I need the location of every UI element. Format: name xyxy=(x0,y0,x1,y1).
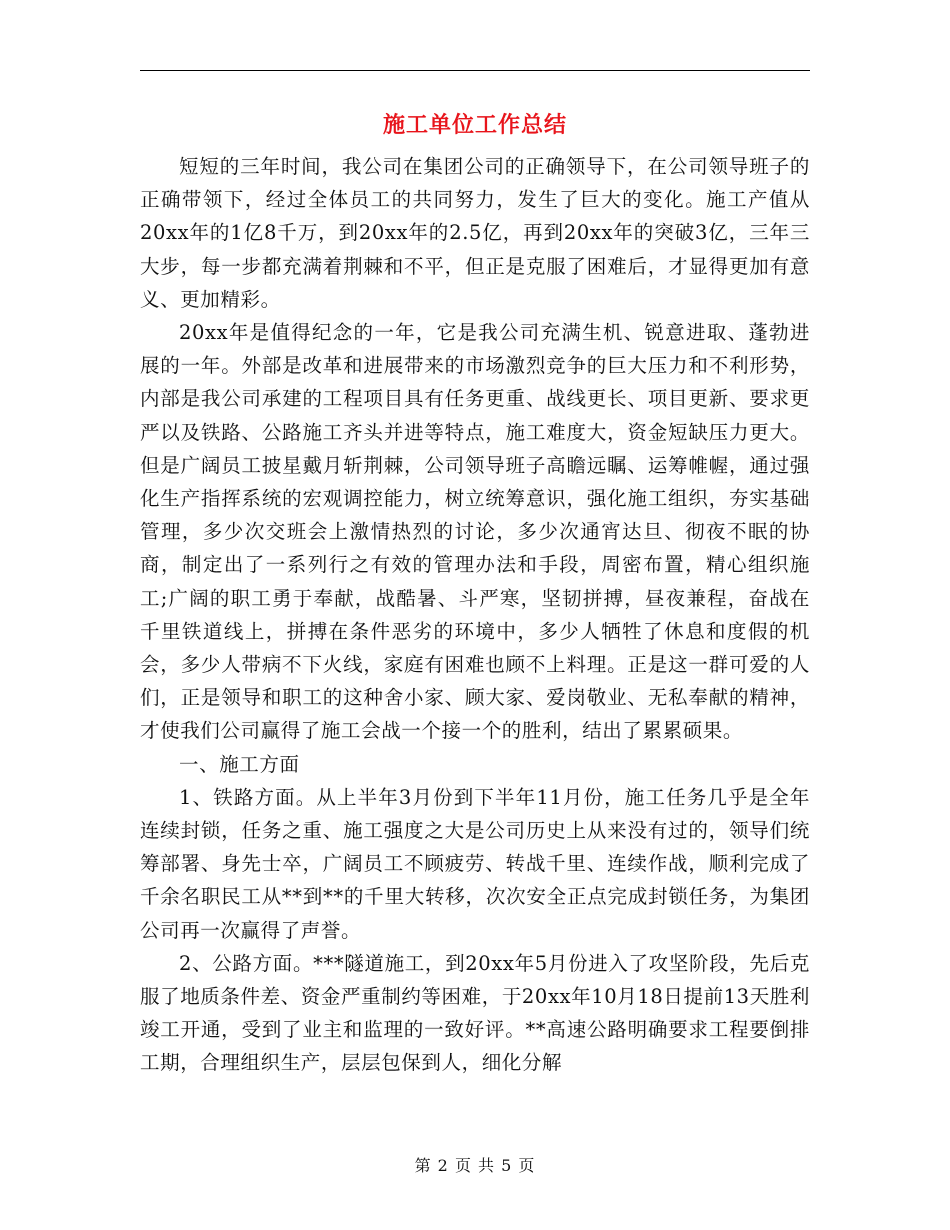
paragraph-year-review: 20xx年是值得纪念的一年，它是我公司充满生机、锐意进取、蓬勃进展的一年。外部是改革和进展带来的市场激烈竞争的巨大压力和不利形势，内部是我公司承建的工程项目具有任务更重、战线更长、项目更新、要求更严以及铁路、公路施工齐头并进等特点，施工难度大，资金短缺压力更大。但是广阔员工披星戴月斩荆棘，公司领导班子高瞻远瞩、运筹帷幄，通过强化生产指挥系统的宏观调控能力，树立统筹意识，强化施工组织，夯实基础管理，多少次交班会上激情热烈的讨论，多少次通宵达旦、彻夜不眠的协商，制定出了一系列行之有效的管理办法和手段，周密布置，精心组织施工;广阔的职工勇于奉献，战酷暑、斗严寒，坚韧拼搏，昼夜兼程，奋战在千里铁道线上，拼搏在条件恶劣的环境中，多少人牺牲了休息和度假的机会，多少人带病不下火线，家庭有困难也顾不上料理。正是这一群可爱的人们，正是领导和职工的这种舍小家、顾大家、爱岗敬业、无私奉献的精神，才使我们公司赢得了施工会战一个接一个的胜利，结出了累累硕果。 xyxy=(140,321,810,743)
document-body xyxy=(140,150,810,1080)
paragraph-highway: 2、公路方面。***隧道施工，到20xx年5月份进入了攻坚阶段，先后克服了地质条件差、资金严重制约等困难，于20xx年10月18日提前13天胜利竣工开通，受到了业主和监理的一致好评。**高速公路明确要求工程要倒排工期，合理组织生产，层层包保到人，细化分解 xyxy=(140,951,810,1075)
page-footer: 第 2 页 共 5 页 xyxy=(414,1156,536,1175)
document-title: 施工单位工作总结 xyxy=(382,112,567,138)
section-heading-construction: 一、施工方面 xyxy=(179,752,300,776)
header-rule xyxy=(140,70,810,71)
paragraph-railway: 1、铁路方面。从上半年3月份到下半年11月份，施工任务几乎是全年连续封锁，任务之重、施工强度之大是公司历史上从来没有过的，领导们统筹部署、身先士卒，广阔员工不顾疲劳、转战千里、连续作战，顺利完成了千余名职民工从**到**的千里大转移，次次安全正点完成封锁任务，为集团公司再一次赢得了声誉。 xyxy=(140,785,810,942)
paragraph-intro: 短短的三年时间，我公司在集团公司的正确领导下，在公司领导班子的正确带领下，经过全体员工的共同努力，发生了巨大的变化。施工产值从20xx年的1亿8千万，到20xx年的2.5亿，再到20xx年的突破3亿，三年三大步，每一步都充满着荆棘和不平，但正是克服了困难后，才显得更加有意义、更加精彩。 xyxy=(140,155,810,311)
